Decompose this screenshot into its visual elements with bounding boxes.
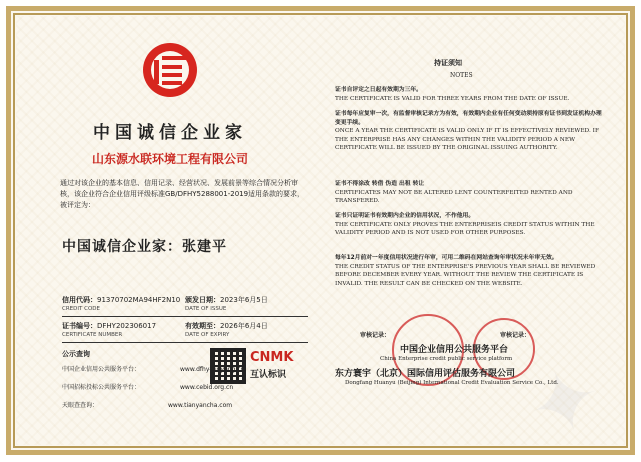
evaluation-paragraph: 通过对该企业的基本信息、信用记录、经营状况、发展前景等综合情况分析审核，该企业符合企业信用评级标准GB/DFHY5288001-2019适用条款的要求，被评定为：	[60, 178, 308, 211]
note-item: 证书不得涂改 转借 伪造 出租 转让 CERTIFICATES MAY NOT BE ALTERED LENT COUNTERFEITED RENTED AND TRANSFERED.	[335, 180, 605, 206]
watermark-icon: ✦	[515, 344, 614, 461]
credit-logo-icon	[140, 40, 200, 100]
qr-code-icon[interactable]	[210, 348, 246, 384]
field-separator	[62, 342, 308, 343]
issuer-name-en: Dongfang Huanyu (Beijing) International Credit Evaluation Service Co., Ltd.	[345, 380, 559, 386]
notes-heading-en: NOTES	[450, 72, 473, 79]
query-line: 中国企业信用公共服务平台：	[62, 364, 244, 373]
note-item: 证书只证明证书有效期内企业的信用状况，不作他用。 THE CERTIFICATE ONLY PROVES THE ENTERPRISEIS CREDIT STATUS WITHIN THE VALIDITY PERIOD AND IS NOT USED FOR OTHER PURPOSES.	[335, 212, 605, 238]
audit-record-label: 审核记录：	[500, 330, 530, 339]
cnmk-logo: CNMK	[250, 350, 293, 365]
expiry-date-field: 有效期至：2026年6月4日 DATE OF EXPIRY	[185, 322, 268, 340]
note-item: 证书自评定之日起有效期为三年。 THE CERTIFICATE IS VALID FOR THREE YEARS FROM THE DATE OF ISSUE.	[335, 86, 605, 103]
query-line: 天眼查查询： www.tianyancha.com	[62, 400, 232, 409]
cnmk-subtitle: 互认标识	[250, 367, 286, 380]
query-heading: 公示查询	[62, 349, 90, 359]
field-separator	[62, 316, 308, 317]
honor-title: 中国诚信企业家：张建平	[62, 236, 227, 256]
note-item: 证书每年应复审一次，有监督审核记录方为有效，有效期内企业有任何变动须持原有证书到发证机构办理变更手续。 ONCE A YEAR THE CERTIFICATE IS VALID ONLY IF IT IS EFFECTIVELY REVIEWED. IF THE ENTERPRISE HAS ANY CHANGES WITHIN THE VALIDITY PERIOD A NEW CERTIFICATE WILL BE ISSUED BY THE ORIGINAL ISSUING AUTHORITY.	[335, 110, 605, 153]
issue-date-field: 颁发日期：2023年6月5日 DATE OF ISSUE	[185, 296, 268, 314]
certificate-number-field: 证书编号：DFHY202306017 CERTIFICATE NUMBER	[62, 322, 156, 340]
platform-name-en: China Enterprise credit public service platform	[380, 356, 512, 362]
issuer-name: 东方寰宇（北京）国际信用评估服务有限公司	[335, 366, 515, 379]
audit-record-label: 审核记录：	[360, 330, 390, 339]
platform-name: 中国企业信用公共服务平台	[400, 342, 508, 355]
query-line: 中国招标投标公共服务平台： www.cebid.org.cn	[62, 382, 233, 391]
notes-heading: 持证须知	[434, 58, 462, 68]
note-item: 每年12月前对一年度信用状况进行年审，可用二维码在网站查询年审状况未年审无效。 THE CREDIT STATUS OF THE ENTERPRISE'S PREVIOUS YEAR SHALL BE REVIEWED BEFORE DECEMBER EVERY YEAR. WITHOUT THE REVIEW THE CERTIFICATE IS INVALID. THE RESULT CAN BE CHECKED ON THE WEBSITE.	[335, 254, 605, 288]
credit-code-field: 信用代码：91370702MA94HF2N10 CREDIT CODE	[62, 296, 180, 314]
certificate-title: 中国诚信企业家	[55, 118, 285, 143]
company-name: 山东源水联环境工程有限公司	[55, 150, 285, 167]
